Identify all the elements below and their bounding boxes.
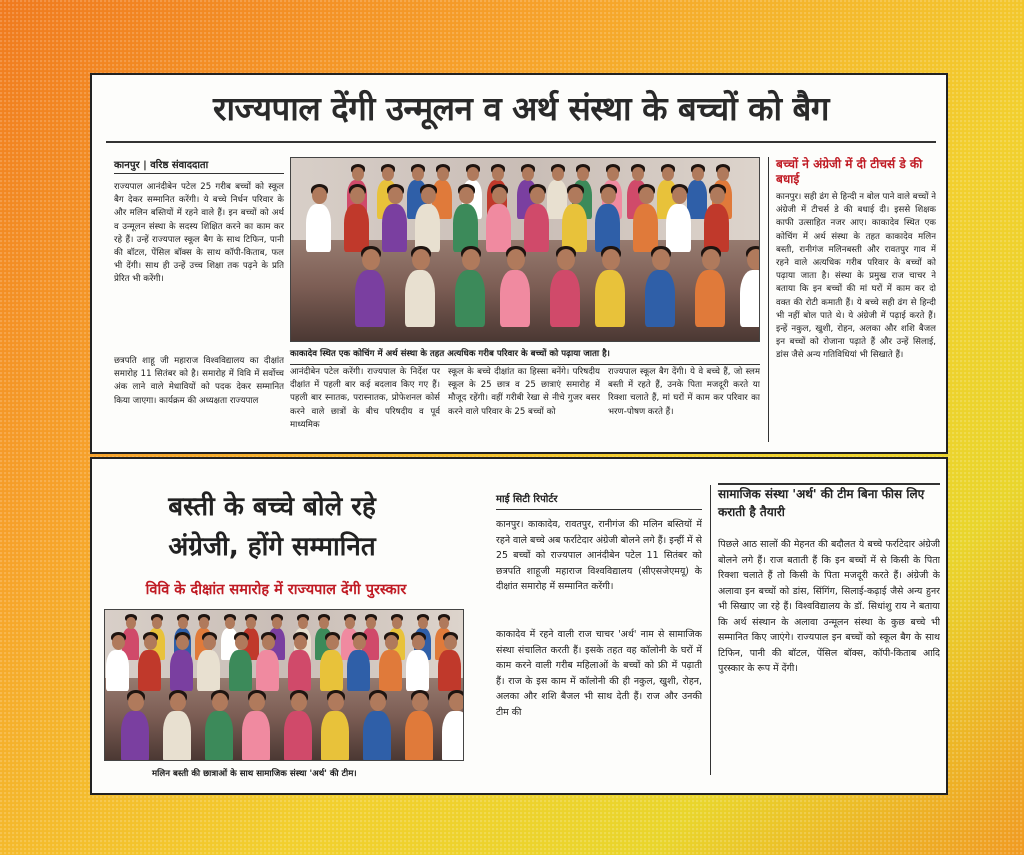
- top-col1-text: राज्यपाल आनंदीबेन पटेल 25 गरीब बच्चों को स्कूल बैग देकर सम्मानित करेंगी। ये बच्चे निर्धन परिवार के और मलिन बस्तियों में रहने वाले हैं। इन बच्चों को अर्थ व उन्मूलन संस्था के सदस्य शिक्षित करने का काम कर रहे हैं। उन्हें राज्यपाल स्कूल बैग के साथ टिफिन, पानी की बॉटल, पेंसिल बॉक्स के साथ कॉपी-किताब, फल भी देंगी। साथ ही उन्हें उच्च शिक्षा तक पढ़ने के प्रति प्रेरित भी करेंगी।: [114, 182, 284, 285]
- top-col1b-text: छत्रपति शाहू जी महाराज विश्वविद्यालय का दीक्षांत समारोह 11 सितंबर को है। समारोह में विवि में सर्वोच्च अंक लाने वाले मेधावियों को पदक देकर सम्मानित किया जाएगा। कार्यक्रम की अध्यक्षता राज्यपाल: [114, 356, 284, 406]
- top-col4-text: राज्यपाल स्कूल बैग देंगी। ये वे बच्चे हैं, जो स्लम बस्ती में रहते हैं, उनके पिता मजदूरी करते या रिक्शा चलाते हैं, मां घरों में काम कर परिवार का भरण-पोषण करते हैं।: [608, 367, 760, 417]
- bottom-clipping: [90, 457, 948, 795]
- bottom-col1b-text: काकादेव में रहने वाली राज चाचर 'अर्थ' नाम से सामाजिक संस्था संचालित करती हैं। इसके तहत वह कॉलोनी के घरों में काम करने वाली गरीब महिलाओं के बच्चों को फ्री में पढ़ाती हैं। राज के इस काम में कॉलोनी की ही नकुल, खुशी, रोहन, अलका और शशि बैजल भी साथ देती हैं। राज और उनकी टीम की: [496, 629, 702, 718]
- top-col2-text: आनंदीबेन पटेल करेंगी। राज्यपाल के निर्देश पर दीक्षांत में पहली बार कई बदलाव किए गए हैं। पहली बार स्नातक, परास्नातक, प्रोफेशनल कोर्स करने वाले छात्रों के बीच परिषदीय व पूर्व माध्यमिक: [290, 367, 440, 430]
- caption-rule: [290, 364, 760, 365]
- top-headline: राज्यपाल देंगी उन्मूलन व अर्थ संस्था के बच्चों को बैग: [213, 89, 829, 128]
- side-text: कानपुर। सही ढंग से हिन्दी न बोल पाने वाले बच्चों ने अंग्रेजी में टीचर्स डे की बधाई दी। इससे शिक्षक काफी उत्साहित नजर आए। काकादेव स्थित एक कोचिंग में अर्थ संस्था के तहत काकादेव मलिन बस्ती, रानीगंज मलिनबस्ती और रावतपुर गाव में रहने वाले अत्यधिक गरीब परिवार के बच्चों को पढ़ाया जाता है। संस्था के प्रमुख राज चाचर ने बताया कि इन बच्चों की मां घरों में काम कर दो वक्त की रोटी कमाती हैं। ये बच्चे सही ढंग से हिन्दी भी नहीं बोल पाते थे। ये अंग्रेजी में पढ़ाई करते हैं। इन्हें नकुल, खुशी, रोहन, अलका और शशि बैजल इन बच्चों को रोजाना पढ़ाते हैं और उन्हें सिलाई, डांस जैसे अन्य गतिविधियां भी सिखाते हैं।: [776, 192, 936, 361]
- bottom-divider: [710, 485, 711, 775]
- bottom-title-line2: अंग्रेजी, होंगे सम्मानित: [168, 532, 376, 562]
- byline-rule: [114, 173, 284, 174]
- top-clipping: [90, 73, 948, 454]
- bottom-col2-title: सामाजिक संस्था 'अर्थ' की टीम बिना फीस लिए कराती है तैयारी: [718, 487, 925, 519]
- side-divider: [768, 157, 769, 442]
- top-byline: कानपुर | वरिष्ठ संवाददाता: [114, 160, 209, 171]
- bottom-subtitle: विवि के दीक्षांत समारोह में राज्यपाल देंगी पुरस्कार: [145, 582, 407, 598]
- side-title: बच्चों ने अंग्रेजी में दी टीचर्स डे की बधाई: [776, 157, 923, 186]
- bottom-col2-text: पिछले आठ सालों की मेहनत की बदौलत ये बच्चे फर्राटेदार अंग्रेजी बोलने लगे हैं। राज बताती हैं कि इन बच्चों में से किसी के पिता रिक्शा चलाते हैं तो किसी के पिता मजदूरी करते हैं। अंग्रेजी के अलावा इन बच्चों को डांस, सिंगिंग, सिलाई-कढ़ाई जैसे अन्य हुनर भी सिखाए जा रहे हैं। विश्वविद्यालय के डॉ. सिधांशु राय ने बताया कि अर्थ संस्थान के अलावा उन्मूलन संस्था के कुछ बच्चे भी सम्मानित किए जाएंगे। राज्यपाल इन बच्चों को स्कूल बैग के साथ टिफिन, पानी की बॉटल, पेंसिल बॉक्स, कॉपी-किताब आदि पुरस्कार के रूप में देंगी।: [718, 539, 940, 674]
- section-rule: [496, 509, 702, 510]
- top-group-photo: [290, 157, 760, 342]
- bottom-photo-caption: मलिन बस्ती की छात्राओं के साथ सामाजिक संस्था 'अर्थ' की टीम।: [152, 769, 357, 779]
- bottom-group-photo: [104, 609, 464, 761]
- section-label: माई सिटी रिपोर्टर: [496, 494, 558, 505]
- top-col3-text: स्कूल के बच्चे दीक्षांत का हिस्सा बनेंगे। परिषदीय स्कूल के 25 छात्र व 25 छात्राएं समारोह में मौजूद रहेंगी। वहीं गरीबी रेखा से नीचे गुजर बसर करने वाले परिवार के 25 बच्चों को: [448, 367, 600, 417]
- headline-rule: [106, 141, 936, 143]
- bottom-title-line1: बस्ती के बच्चे बोले रहे: [168, 492, 376, 522]
- bottom-col1-text: कानपुर। काकादेव, रावतपुर, रानीगंज की मलिन बस्तियों में रहने वाले बच्चे अब फर्राटेदार अंग्रेजी बोलने लगे हैं। इन्हीं में से 25 बच्चों को राज्यपाल आनंदीबेन पटेल 11 सितंबर को छत्रपति शाहूजी महाराज विश्वविद्यालय (सीएसजेएमयू) के दीक्षांत समारोह में सम्मानित करेंगी।: [496, 519, 702, 592]
- top-photo-caption: काकादेव स्थित एक कोचिंग में अर्थ संस्था के तहत अत्यधिक गरीब परिवार के बच्चों को पढ़ाया जाता है।: [290, 349, 610, 359]
